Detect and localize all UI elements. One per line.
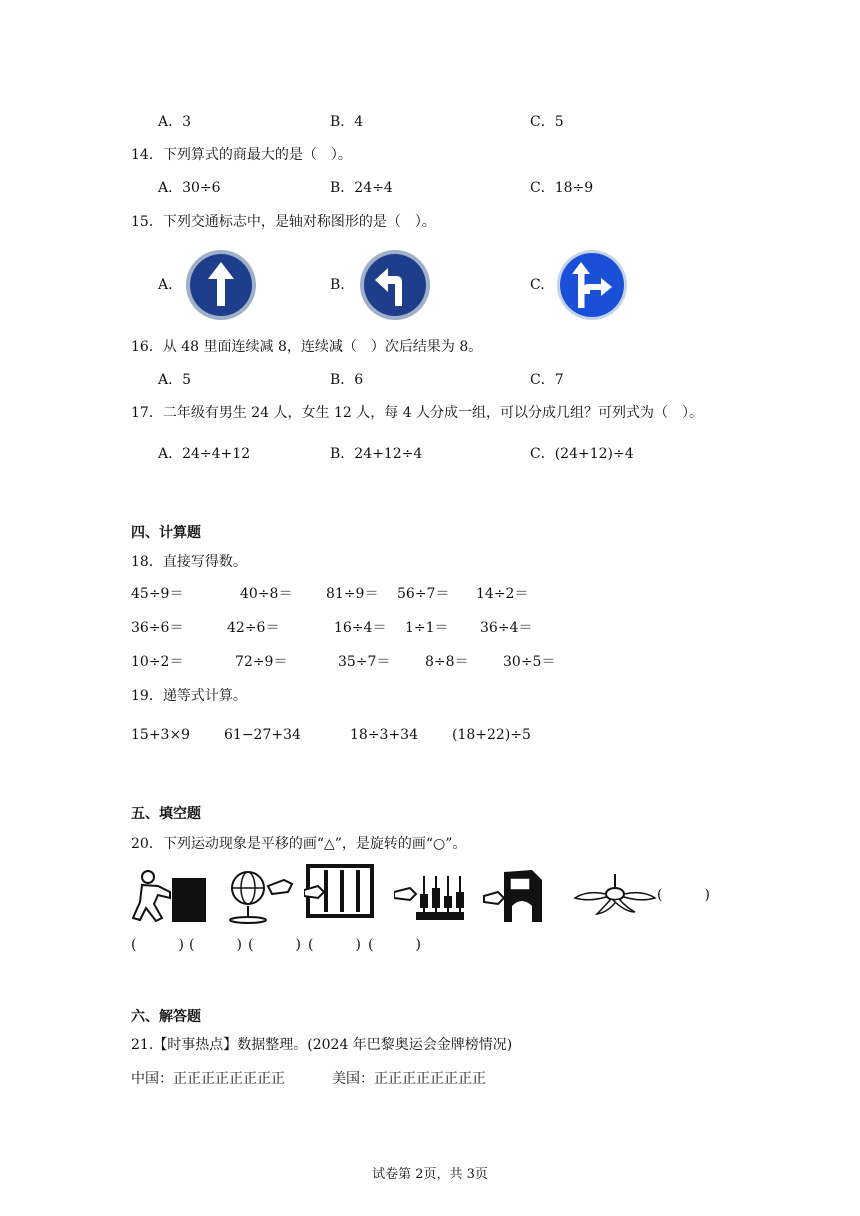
q18-item: 81÷9＝ [326, 586, 379, 602]
page-footer: 试卷第 2页，共 3页 [372, 1167, 488, 1182]
q18-item: 14÷2＝ [476, 586, 529, 602]
q18-item: 30÷5＝ [503, 654, 556, 670]
q14-option-b: B．24÷4 [330, 180, 393, 196]
q15-stem: 15．下列交通标志中，是轴对称图形的是（ ）。 [131, 214, 436, 230]
left-turn-sign-icon [358, 248, 432, 322]
sliding-window-icon [304, 864, 376, 920]
q17-option-c: C．(24+12)÷4 [530, 446, 634, 462]
q18-item: 16÷4＝ [334, 620, 387, 636]
q20-stem: 20．下列运动现象是平移的画“△”，是旋转的画“○”。 [131, 836, 467, 852]
q20-answer-blank[interactable]: ( ) [657, 887, 710, 903]
q18-item: 42÷6＝ [227, 620, 280, 636]
q14-option-c: C．18÷9 [530, 180, 594, 196]
q19-item: 18÷3+34 [350, 727, 418, 743]
q19-stem: 19．递等式计算。 [131, 688, 247, 704]
q19-item: 15+3×9 [131, 727, 191, 743]
q18-item: 36÷6＝ [131, 620, 184, 636]
q21-usa-tally: 美国：正正正正正正正正 [332, 1071, 486, 1087]
q14-option-a: A．30÷6 [158, 180, 221, 196]
section-6-title: 六、解答题 [131, 1009, 201, 1025]
ceiling-fan-icon [573, 872, 657, 916]
q21-stem: 21.【时事热点】数据整理。(2024 年巴黎奥运会金牌榜情况) [131, 1037, 513, 1053]
q15-option-a: A. [158, 277, 173, 293]
section-4-title: 四、计算题 [131, 525, 201, 541]
q20-answer-blank[interactable]: ( ) [368, 937, 421, 953]
q16-option-c: C．7 [530, 372, 564, 388]
q19-item: (18+22)÷5 [452, 727, 531, 743]
section-5-title: 五、填空题 [131, 806, 201, 822]
q17-option-a: A．24÷4+12 [158, 446, 251, 462]
q19-item: 61−27+34 [224, 727, 301, 743]
spinning-globe-icon [222, 866, 296, 926]
q20-answer-blank[interactable]: ( ) [131, 937, 184, 953]
q17-stem: 17．二年级有男生 24 人，女生 12 人，每 4 人分成一组，可以分成几组？可列式为（ ）。 [131, 405, 704, 421]
straight-arrow-sign-icon [184, 248, 258, 322]
q21-china-tally: 中国：正正正正正正正正 [131, 1071, 285, 1087]
q17-option-b: B．24+12÷4 [330, 446, 423, 462]
q18-item: 56÷7＝ [397, 586, 450, 602]
q18-item: 1÷1＝ [405, 620, 449, 636]
q13-option-a: A．3 [158, 114, 192, 130]
q18-item: 35÷7＝ [338, 654, 391, 670]
q18-item: 8÷8＝ [425, 654, 469, 670]
q14-stem: 14．下列算式的商最大的是（ ）。 [131, 147, 352, 163]
q20-answer-blank[interactable]: ( ) [189, 937, 242, 953]
q16-stem: 16．从 48 里面连续减 8，连续减（ ）次后结果为 8。 [131, 339, 483, 355]
q16-option-a: A．5 [158, 372, 192, 388]
straight-or-right-sign-icon [555, 248, 629, 322]
q18-stem: 18．直接写得数。 [131, 554, 247, 570]
q13-option-b: B．4 [330, 114, 364, 130]
q18-item: 45÷9＝ [131, 586, 184, 602]
q18-item: 72÷9＝ [235, 654, 288, 670]
pencil-sharpener-icon [482, 866, 548, 926]
q18-item: 10÷2＝ [131, 654, 184, 670]
q16-option-b: B．6 [330, 372, 364, 388]
abacus-icon [394, 868, 468, 924]
q15-option-b: B. [330, 277, 345, 293]
q15-option-c: C. [530, 277, 545, 293]
person-pushing-box-icon [128, 868, 210, 926]
q20-answer-blank[interactable]: ( ) [248, 937, 301, 953]
q13-option-c: C．5 [530, 114, 564, 130]
q20-answer-blank[interactable]: ( ) [308, 937, 361, 953]
q18-item: 40÷8＝ [240, 586, 293, 602]
q18-item: 36÷4＝ [480, 620, 533, 636]
